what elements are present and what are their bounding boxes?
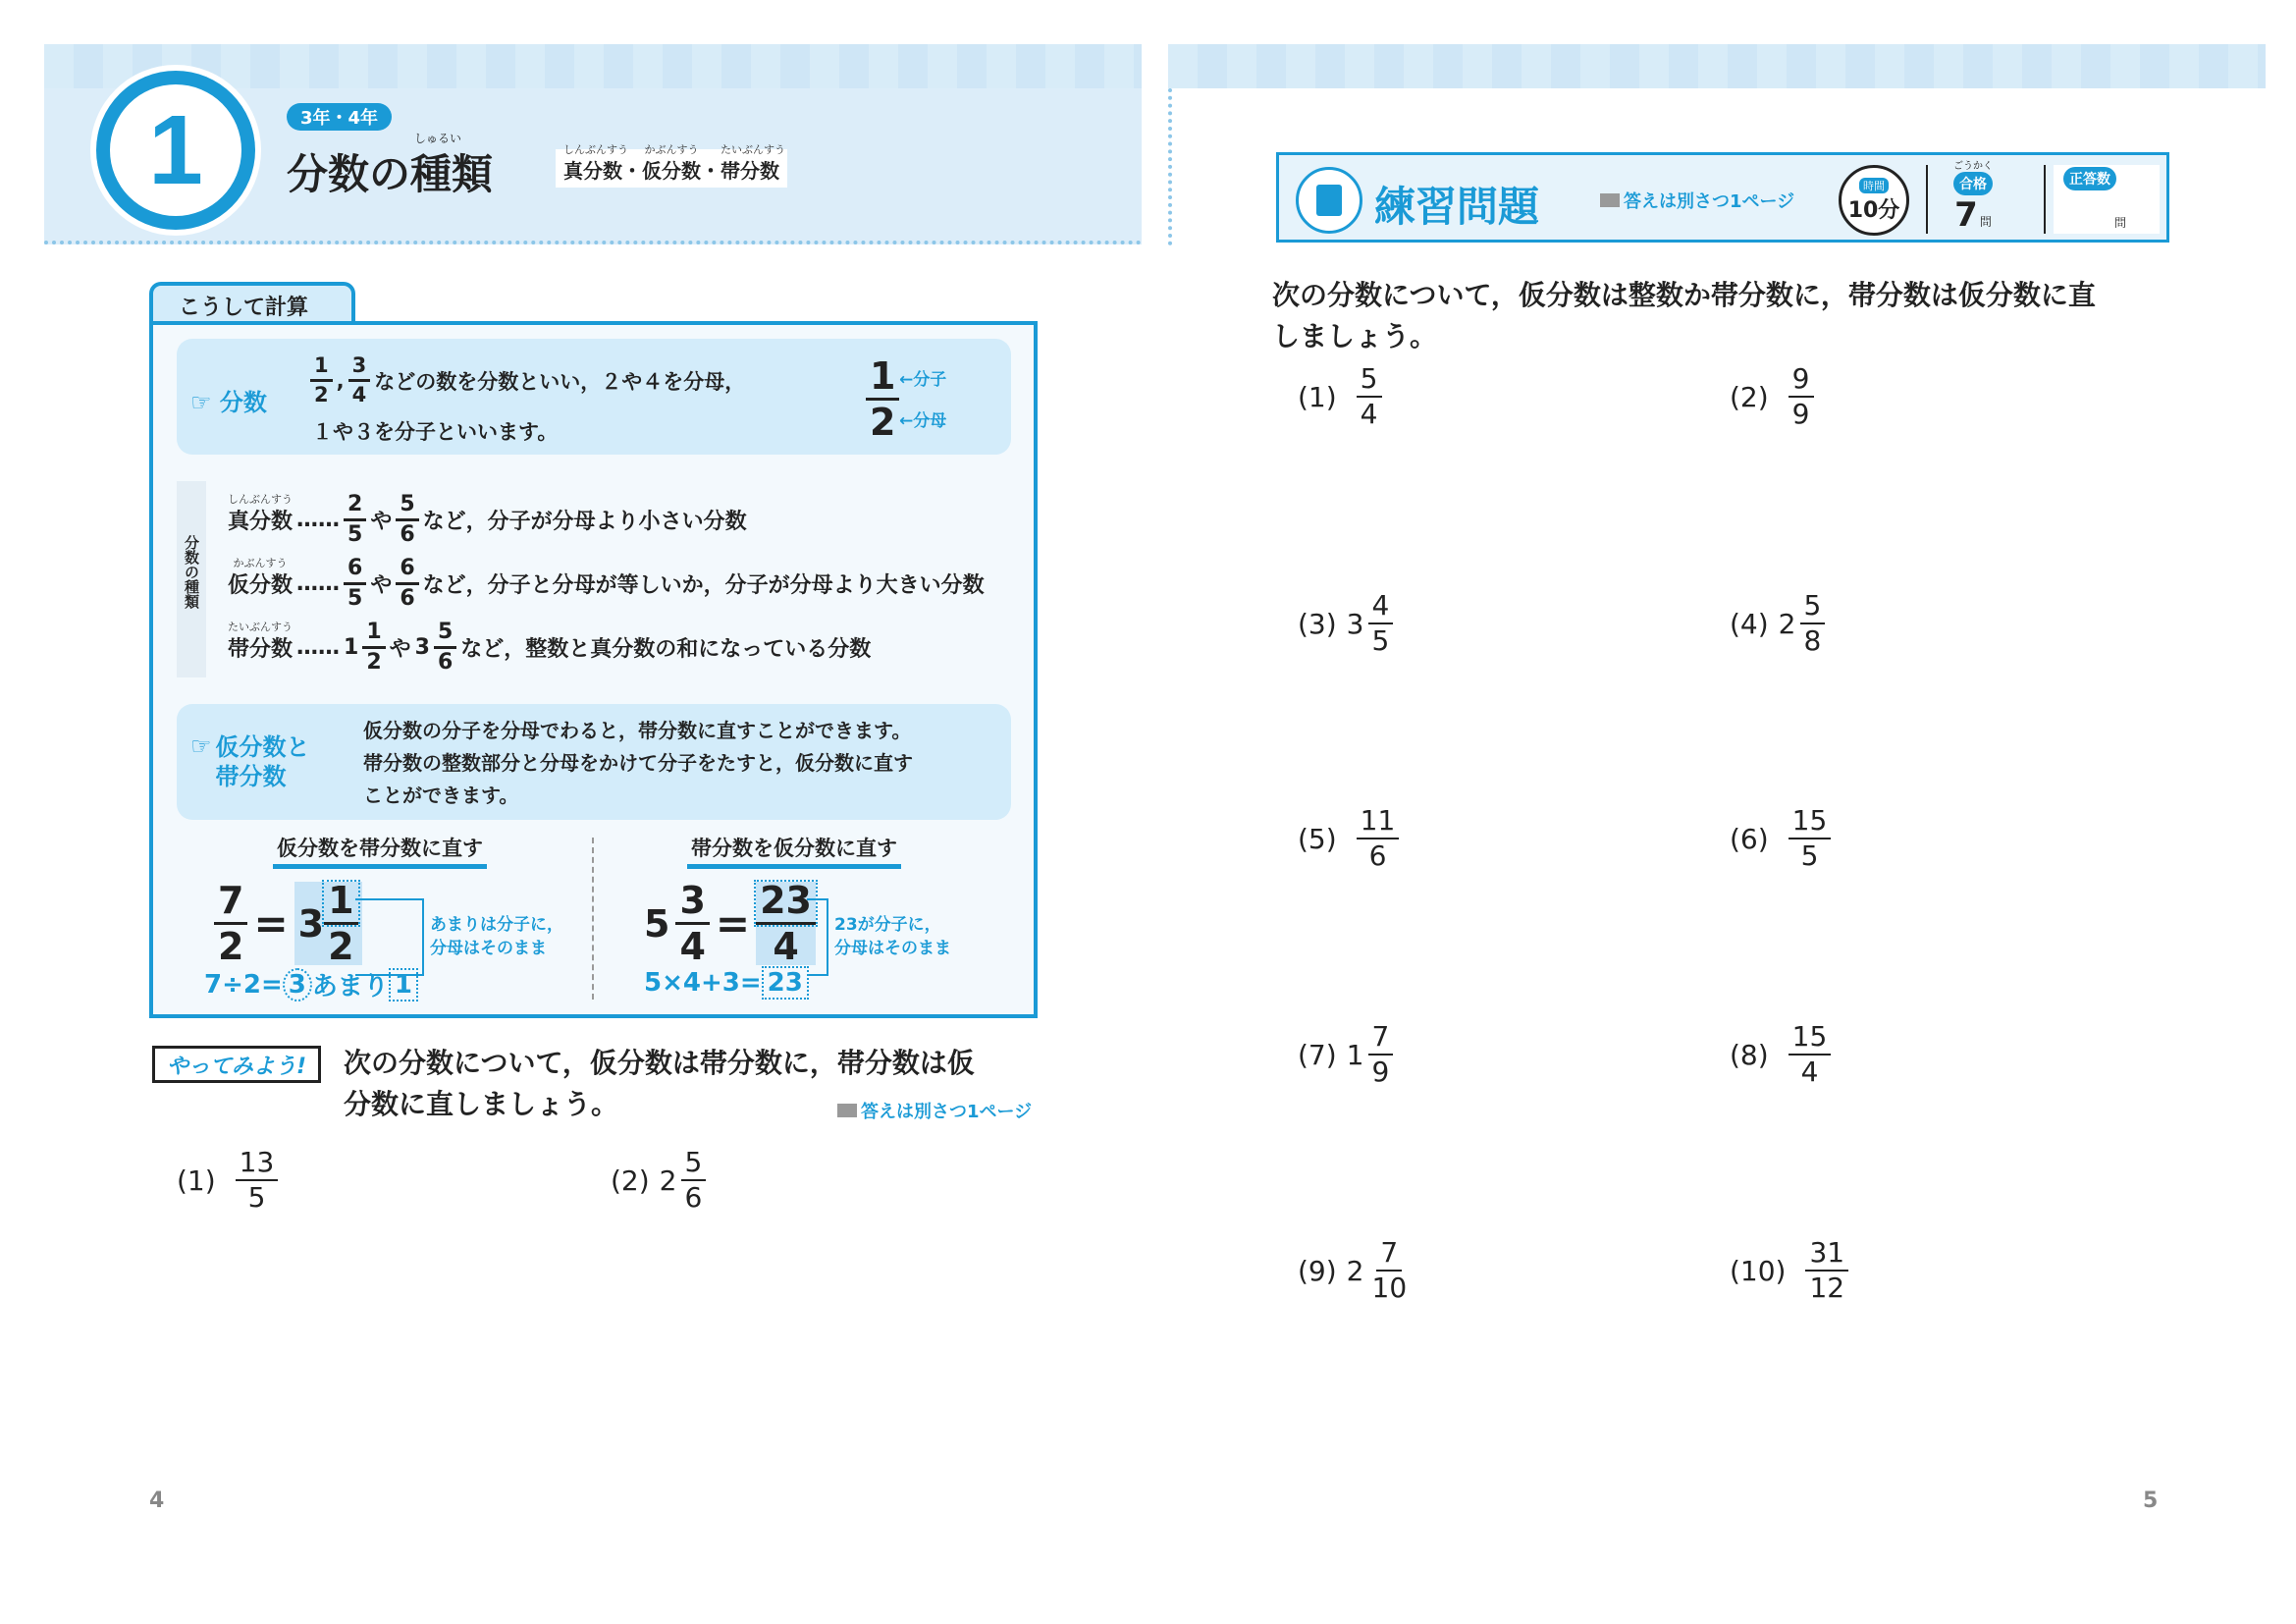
pencil-icon xyxy=(1316,185,1342,216)
pointing-hand-icon: ☞ xyxy=(190,389,212,416)
kind-desc-1: など，分子が分母より小さい分数 xyxy=(422,510,747,534)
try-answer-ref xyxy=(837,1098,1032,1123)
bunsu-text1: などの数を分数といい，２や４を分母， xyxy=(374,369,746,394)
lesson-number: 1 xyxy=(148,94,203,205)
convert-text-1: 仮分数の分子を分母でわると，帯分数に直すことができます。 xyxy=(363,719,912,742)
diagram-denominator: 2 xyxy=(870,401,896,444)
kind-name-1: 真分数 xyxy=(228,510,294,534)
example1-heading: 仮分数を帯分数に直す xyxy=(273,833,487,869)
example2-bracket xyxy=(807,898,828,976)
header-divider-2 xyxy=(2044,165,2046,234)
example1-calc: 7÷2= 3 あまり 1 xyxy=(204,966,418,1002)
fraction-5-6b: $\frac{5}{6}$ xyxy=(434,622,456,674)
example1-equation: $\frac{7}{2}$ = 3 $\frac{1}{2}$ xyxy=(214,882,362,965)
kind-row-2: 仮分数 かぶんすう …… $\frac{6}{5}$ や $\frac{6}{6}$ など，分子と分母が等しいか，分子が分母より大きい分数 xyxy=(228,556,985,611)
header-divider-1 xyxy=(1926,165,1928,234)
subtitle-word-2: 仮分数 かぶんすう xyxy=(642,143,701,183)
problem-10: (10) $\frac{31}{12}$ xyxy=(1730,1239,1848,1302)
problem-1: (1) $\frac{5}{4}$ xyxy=(1298,365,1382,428)
subtitle-sep: ・ xyxy=(701,159,721,183)
bunsu-text-line2: １や３を分子といいます。 xyxy=(312,420,559,444)
time-label: 時間 xyxy=(1859,178,1889,193)
correct-label: 正答数 xyxy=(2063,167,2116,190)
problem-8: (8) $\frac{15}{4}$ xyxy=(1730,1023,1831,1086)
book-icon xyxy=(1600,193,1620,207)
calc-tab-label: こうして計算 xyxy=(179,295,309,320)
pass-ruby: ごうかく xyxy=(1953,161,1993,172)
pass-unit: 問 xyxy=(1979,215,1992,229)
grade-badge-text: 3年・4年 xyxy=(300,108,379,129)
kind-name-3: 帯分数 xyxy=(228,637,294,662)
kind-row-3: 帯分数 たいぶんすう …… 1 $\frac{1}{2}$ や 3 $\frac{5}{6}$ など，整数と真分数の和になっている分数 xyxy=(228,620,872,675)
lesson-title xyxy=(287,132,494,201)
diagram-numerator: 1 xyxy=(866,357,899,401)
bunsu-diagram xyxy=(866,354,947,444)
example2-calc: 5×4+3= 23 xyxy=(644,966,809,1000)
denominator-label: ←分母 xyxy=(899,411,947,431)
try-problem-2: (2) 2 $\frac{5}{6}$ xyxy=(611,1149,706,1212)
pass-label: 合格 xyxy=(1953,172,1993,195)
problem-5: (5) $\frac{11}{6}$ xyxy=(1298,807,1399,870)
problem-6: (6) $\frac{15}{5}$ xyxy=(1730,807,1831,870)
numerator-label: ←分子 xyxy=(899,370,947,390)
lesson-title-ruby: しゅるい xyxy=(414,132,462,145)
kinds-side-label: 分数の種類 xyxy=(183,535,200,609)
lesson-number-badge xyxy=(96,71,255,230)
subtitle-sep: ・ xyxy=(622,159,642,183)
kind-desc-3: など，整数と真分数の和になっている分数 xyxy=(460,637,872,662)
fraction-one-half: $\frac{1}{2}$ xyxy=(310,355,333,406)
problem-3: (3) 3 $\frac{4}{5}$ xyxy=(1298,592,1393,655)
practice-instruction: 次の分数について，仮分数は整数か帯分数に，帯分数は仮分数に直 しましょう。 xyxy=(1272,279,2096,352)
time-badge xyxy=(1839,165,1909,236)
kind-row-1: 真分数 しんぶんすう …… $\frac{2}{5}$ や $\frac{5}{6}$ など，分子が分母より小さい分数 xyxy=(228,492,747,547)
example1-mixed: 3 $\frac{1}{2}$ xyxy=(294,882,362,965)
practice-title: 練習問題 xyxy=(1374,183,1540,231)
subtitle-word-3: 帯分数 たいぶんすう xyxy=(721,143,785,183)
fraction-5-6: $\frac{5}{6}$ xyxy=(396,494,418,546)
bunsu-label xyxy=(190,383,267,417)
pass-value: 7 xyxy=(1954,195,1978,235)
convert-label xyxy=(190,732,324,791)
try-answer-ref-text: 答えは別さつ1ページ xyxy=(861,1102,1033,1122)
problem-7: (7) 1 $\frac{7}{9}$ xyxy=(1298,1023,1393,1086)
grade-badge xyxy=(287,103,392,131)
lesson-subtitle xyxy=(556,143,787,188)
fraction-6-6: $\frac{6}{6}$ xyxy=(396,558,418,610)
header-dotted-right xyxy=(1168,88,1172,245)
fraction-6-5: $\frac{6}{5}$ xyxy=(344,558,366,610)
bunsu-text-line1: $\frac{1}{2}$ , $\frac{3}{4}$ などの数を分数といい，２や４を分母， xyxy=(310,355,745,406)
page-number-left: 4 xyxy=(149,1489,165,1513)
convert-text-3: ことができます。 xyxy=(363,784,519,807)
time-value: 10分 xyxy=(1847,197,1900,223)
kind-desc-2: など，分子と分母が等しいか，分子が分母より大きい分数 xyxy=(422,573,985,598)
example-divider xyxy=(592,838,594,1000)
try-text: 次の分数について，仮分数は帯分数に，帯分数は仮 分数に直しましょう。 xyxy=(344,1047,975,1120)
fraction-1-2: $\frac{1}{2}$ xyxy=(362,622,385,674)
convert-label-text: 仮分数と帯分数 xyxy=(215,733,310,790)
book-icon xyxy=(837,1104,857,1117)
correct-box xyxy=(2054,165,2160,234)
fraction-three-quarters: $\frac{3}{4}$ xyxy=(348,355,371,406)
page-number-right: 5 xyxy=(2143,1489,2159,1513)
problem-4: (4) 2 $\frac{5}{8}$ xyxy=(1730,592,1825,655)
convert-text xyxy=(363,715,913,812)
lesson-title-text: 分数の種類 xyxy=(287,150,494,198)
pointing-hand-icon: ☞ xyxy=(190,732,212,760)
try-problem-1: (1) $\frac{13}{5}$ xyxy=(177,1149,278,1212)
kind-name-2: 仮分数 xyxy=(228,573,294,598)
try-badge xyxy=(152,1046,321,1083)
correct-unit: 問 xyxy=(2114,216,2127,230)
bunsu-label-text: 分数 xyxy=(219,389,267,416)
example2-improper: $\frac{23}{4}$ xyxy=(756,882,816,965)
example1-note: あまりは分子に， 分母はそのまま xyxy=(430,915,563,958)
header-band-right xyxy=(1168,44,2266,88)
convert-text-2: 帯分数の整数部分と分母をかけて分子をたすと，仮分数に直す xyxy=(363,751,913,775)
fraction-2-5: $\frac{2}{5}$ xyxy=(344,494,366,546)
example2-note: 23が分子に， 分母はそのまま xyxy=(834,915,951,958)
calc-tab xyxy=(149,282,355,325)
practice-answer-ref-text: 答えは別さつ1ページ xyxy=(1624,191,1795,212)
subtitle-word-1: 真分数 しんぶんすう xyxy=(563,143,628,183)
example2-equation: 5 $\frac{3}{4}$ = $\frac{23}{4}$ xyxy=(644,882,816,965)
problem-9: (9) 2 $\frac{7}{10}$ xyxy=(1298,1236,1408,1304)
example2-heading: 帯分数を仮分数に直す xyxy=(687,833,901,869)
problem-2: (2) $\frac{9}{9}$ xyxy=(1730,365,1814,428)
practice-answer-ref xyxy=(1600,188,1794,213)
example1-bracket xyxy=(355,898,424,976)
pass-box xyxy=(1953,157,1993,235)
practice-icon xyxy=(1296,167,1362,234)
try-badge-text: やってみよう! xyxy=(166,1054,307,1079)
